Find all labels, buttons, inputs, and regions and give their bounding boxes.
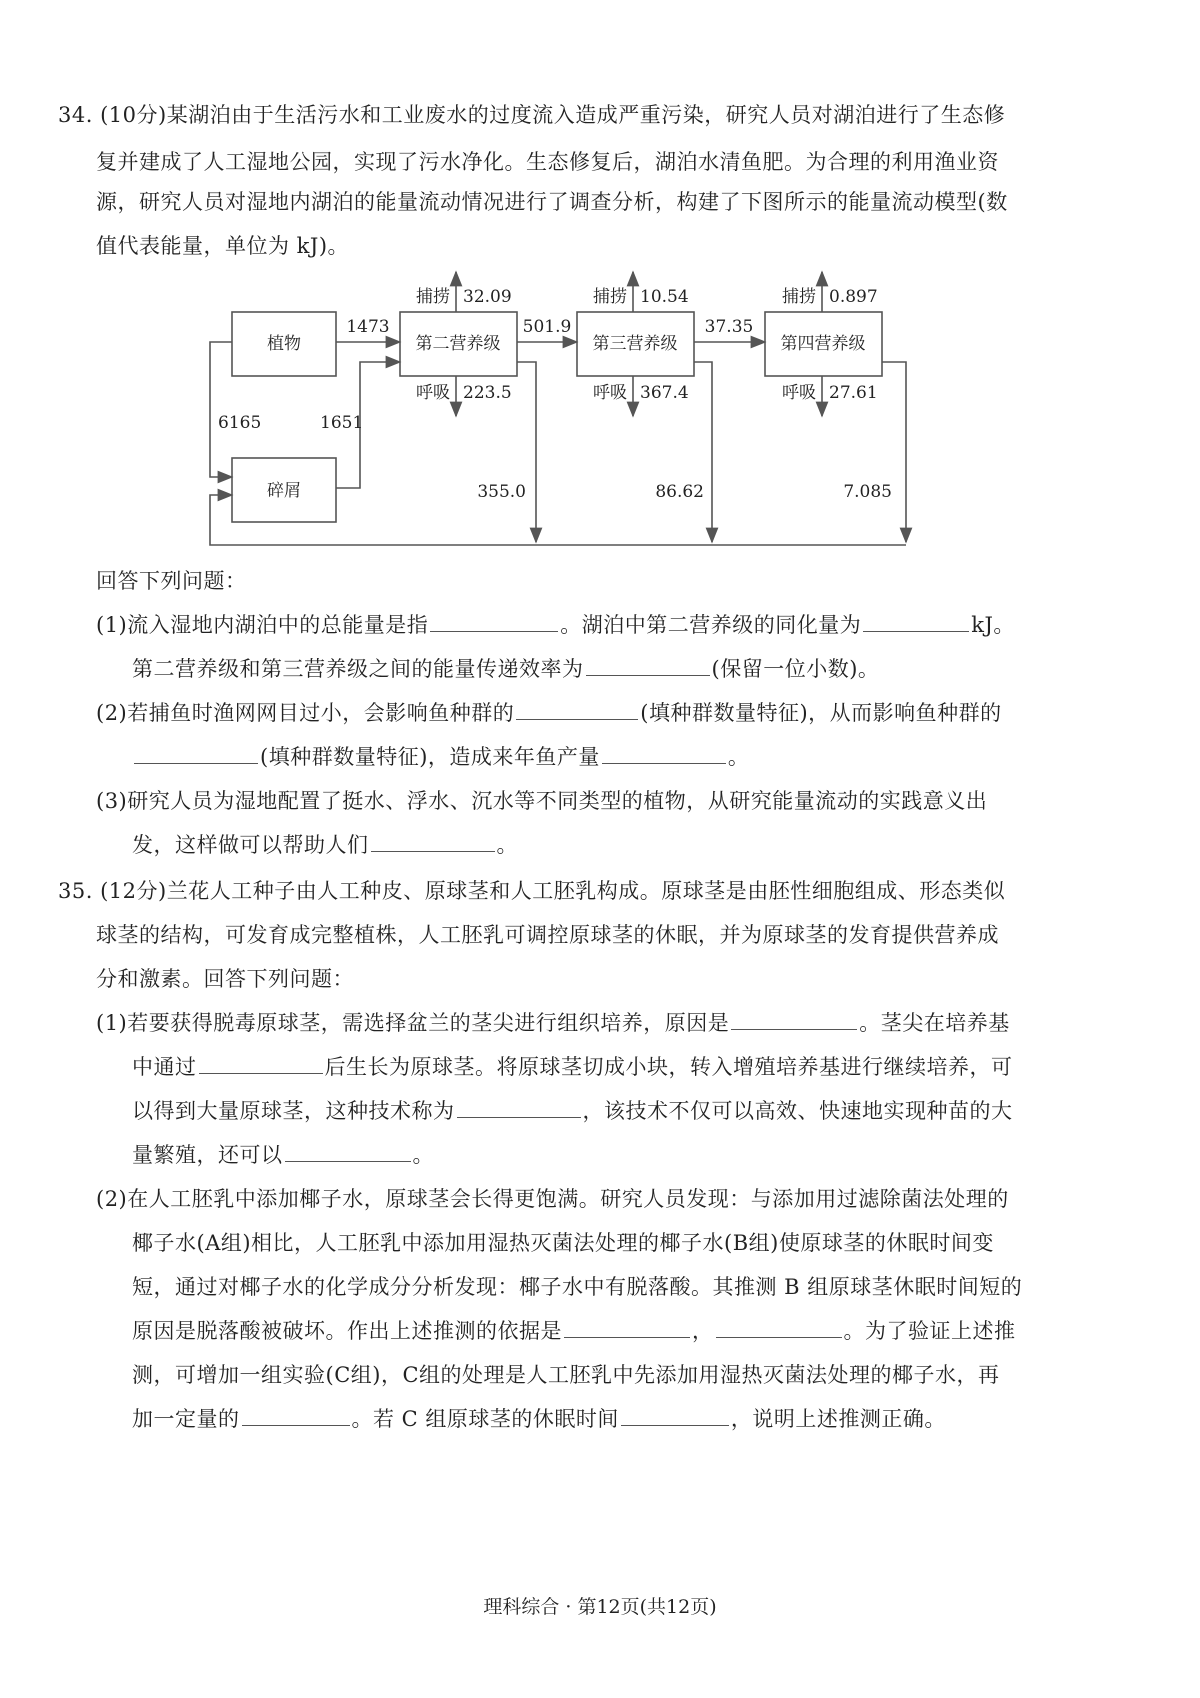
answer-blank[interactable] xyxy=(457,1097,581,1118)
arrow-plant-to-detritus xyxy=(210,342,232,477)
q35-sub2-line2: 椰子水(A组)相比，人工胚乳中添加用湿热灭菌法处理的椰子水(B组)使原球茎的休眠时间变 xyxy=(132,1231,994,1255)
answer-blank[interactable] xyxy=(516,699,638,720)
flow-plant-to-level2: 1473 xyxy=(346,317,390,337)
q35-intro-1: (12分)兰花人工种子由人工种皮、原球茎和人工胚乳构成。原球茎是由胚性细胞组成、形态类似 xyxy=(100,879,1006,903)
level3-catch-label: 捕捞 xyxy=(593,287,627,307)
q34-intro-3: 源，研究人员对湿地内湖泊的能量流动情况进行了调查分析，构建了下图所示的能量流动模型(数 xyxy=(96,190,1008,214)
q35-sub2-text-i: 。若 C 组原球茎的休眠时间 xyxy=(351,1407,619,1431)
flow-level3-to-detritus: 86.62 xyxy=(655,482,704,502)
answer-blank[interactable] xyxy=(199,1053,323,1074)
flow-level3-to-level4: 37.35 xyxy=(704,317,754,337)
level4-resp-label: 呼吸 xyxy=(782,383,816,403)
q34-sub1-text-b: 。湖泊中第二营养级的同化量为 xyxy=(560,613,862,637)
arrow-level4-to-detritus xyxy=(882,362,906,542)
q35-sub1-text-e: 以得到大量原球茎，这种技术称为 xyxy=(132,1099,455,1123)
q34-sub2-text-a: (2)若捕鱼时渔网网目过小，会影响鱼种群的 xyxy=(96,701,515,725)
level3-resp-label: 呼吸 xyxy=(593,383,627,403)
q34-sub2-text-d: 。 xyxy=(727,745,750,769)
answer-blank[interactable] xyxy=(242,1405,350,1426)
q34-sub3-line1: (3)研究人员为湿地配置了挺水、浮水、沉水等不同类型的植物，从研究能量流动的实践意义出 xyxy=(96,789,988,813)
q34-sub1-text-d: 第二营养级和第三营养级之间的能量传递效率为 xyxy=(132,657,584,681)
q35-sub2-line5: 测，可增加一组实验(C组)，C组的处理是人工胚乳中先添加用湿热灭菌法处理的椰子水，再 xyxy=(132,1363,1000,1387)
q34-intro-2: 复并建成了人工湿地公园，实现了污水净化。生态修复后，湖泊水清鱼肥。为合理的利用渔业资 xyxy=(96,150,999,174)
q35-sub1-text-a: (1)若要获得脱毒原球茎，需选择盆兰的茎尖进行组织培养，原因是 xyxy=(96,1011,730,1035)
q35-sub1-line2 xyxy=(132,1052,1013,1082)
arrow-level2-to-detritus xyxy=(517,362,536,542)
energy-flow-svg xyxy=(220,270,1000,600)
q34-number: 34. xyxy=(58,103,93,127)
q34-sub1-text-e: (保留一位小数)。 xyxy=(711,657,880,681)
level4-resp-value: 27.61 xyxy=(829,383,878,403)
flow-detritus-to-level2: 1651 xyxy=(320,413,364,433)
q35-sub2-text-e: ， xyxy=(692,1319,714,1343)
q34-sub3-line2 xyxy=(132,830,518,860)
q34-sub1-line1 xyxy=(96,610,1015,640)
q35-sub2-line3: 短，通过对椰子水的化学成分分析发现：椰子水中有脱落酸。其推测 B 组原球茎休眠时间短的 xyxy=(132,1275,1023,1299)
q35-sub2-text-h: 加一定量的 xyxy=(132,1407,240,1431)
answer-blank[interactable] xyxy=(863,611,969,632)
answer-blank[interactable] xyxy=(371,831,495,852)
q34-intro-4: 值代表能量，单位为 kJ)。 xyxy=(96,234,350,258)
q35-sub1-text-c: 中通过 xyxy=(132,1055,197,1079)
q34-sub1-line2 xyxy=(132,654,879,684)
flow-plant-to-detritus: 6165 xyxy=(218,413,262,433)
q34-sub3-text-c: 。 xyxy=(496,833,518,857)
energy-flow-diagram xyxy=(220,270,1000,600)
q34-sub2-text-b: (填种群数量特征)，从而影响鱼种群的 xyxy=(640,701,1002,725)
level2-catch-value: 32.09 xyxy=(463,287,512,307)
level2-resp-value: 223.5 xyxy=(463,383,512,403)
q34-sub3-text-b: 发，这样做可以帮助人们 xyxy=(132,833,369,857)
q34-intro-1: (10分)某湖泊由于生活污水和工业废水的过度流入造成严重污染，研究人员对湖泊进行了生态修 xyxy=(100,103,1006,127)
page-footer: 理科综合 · 第12页(共12页) xyxy=(483,1596,717,1618)
answer-blank[interactable] xyxy=(586,655,710,676)
q35-sub2-text-j: ，说明上述推测正确。 xyxy=(730,1407,946,1431)
q35-number: 35. xyxy=(58,879,93,903)
level4-label: 第四营养级 xyxy=(780,334,866,354)
level3-catch-value: 10.54 xyxy=(640,287,689,307)
q35-sub1-text-f: ，该技术不仅可以高效、快速地实现种苗的大 xyxy=(582,1099,1013,1123)
q35-sub1-line4 xyxy=(132,1140,434,1170)
level2-resp-label: 呼吸 xyxy=(416,383,450,403)
level2-label: 第二营养级 xyxy=(415,334,501,354)
q35-sub1-text-d: 后生长为原球茎。将原球茎切成小块，转入增殖培养基进行继续培养，可 xyxy=(324,1055,1013,1079)
flow-level2-to-detritus: 355.0 xyxy=(477,482,526,502)
answer-blank[interactable] xyxy=(285,1141,411,1162)
level2-catch-label: 捕捞 xyxy=(416,287,450,307)
answer-blank[interactable] xyxy=(564,1317,690,1338)
flow-level2-to-level3: 501.9 xyxy=(522,317,572,337)
answer-blank[interactable] xyxy=(430,611,558,632)
answer-blank[interactable] xyxy=(621,1405,729,1426)
q34-prompt: 回答下列问题： xyxy=(96,569,247,593)
q35-line-1 xyxy=(58,876,1005,906)
q34-sub1-text-c: kJ。 xyxy=(971,613,1015,637)
q35-sub2-text-f: 。为了验证上述推 xyxy=(843,1319,1016,1343)
arrow-return-to-detritus xyxy=(210,495,906,545)
answer-blank[interactable] xyxy=(731,1009,857,1030)
answer-blank[interactable] xyxy=(602,743,726,764)
detritus-label: 碎屑 xyxy=(267,481,301,501)
q34-sub2-line1 xyxy=(96,698,1002,728)
flow-level4-to-detritus: 7.085 xyxy=(843,482,892,502)
level3-label: 第三营养级 xyxy=(592,334,678,354)
q35-sub2-text-d: 原因是脱落酸被破坏。作出上述推测的依据是 xyxy=(132,1319,562,1343)
arrow-level3-to-detritus xyxy=(694,362,712,542)
answer-blank[interactable] xyxy=(134,743,258,764)
q34-sub2-line2 xyxy=(132,742,749,772)
q35-sub1-text-g: 量繁殖，还可以 xyxy=(132,1143,283,1167)
q34-line-1 xyxy=(58,100,1005,130)
q34-sub2-text-c: (填种群数量特征)，造成来年鱼产量 xyxy=(260,745,600,769)
q35-sub2-line6 xyxy=(132,1404,946,1434)
plant-label: 植物 xyxy=(267,334,301,354)
answer-blank[interactable] xyxy=(716,1317,842,1338)
level4-catch-label: 捕捞 xyxy=(782,287,816,307)
q35-intro-2: 球茎的结构，可发育成完整植株，人工胚乳可调控原球茎的休眠，并为原球茎的发育提供营养成 xyxy=(96,923,999,947)
q35-sub1-line1 xyxy=(96,1008,1010,1038)
level4-catch-value: 0.897 xyxy=(829,287,878,307)
q35-sub1-text-h: 。 xyxy=(412,1143,434,1167)
q35-sub1-text-b: 。茎尖在培养基 xyxy=(859,1011,1010,1035)
q35-sub2-line4 xyxy=(132,1316,1016,1346)
q35-sub2-line1: (2)在人工胚乳中添加椰子水，原球茎会长得更饱满。研究人员发现：与添加用过滤除菌法处理的 xyxy=(96,1187,1009,1211)
level3-resp-value: 367.4 xyxy=(640,383,689,403)
q35-intro-3: 分和激素。回答下列问题： xyxy=(96,967,354,991)
q34-sub1-text-a: (1)流入湿地内湖泊中的总能量是指 xyxy=(96,613,429,637)
q35-sub1-line3 xyxy=(132,1096,1013,1126)
